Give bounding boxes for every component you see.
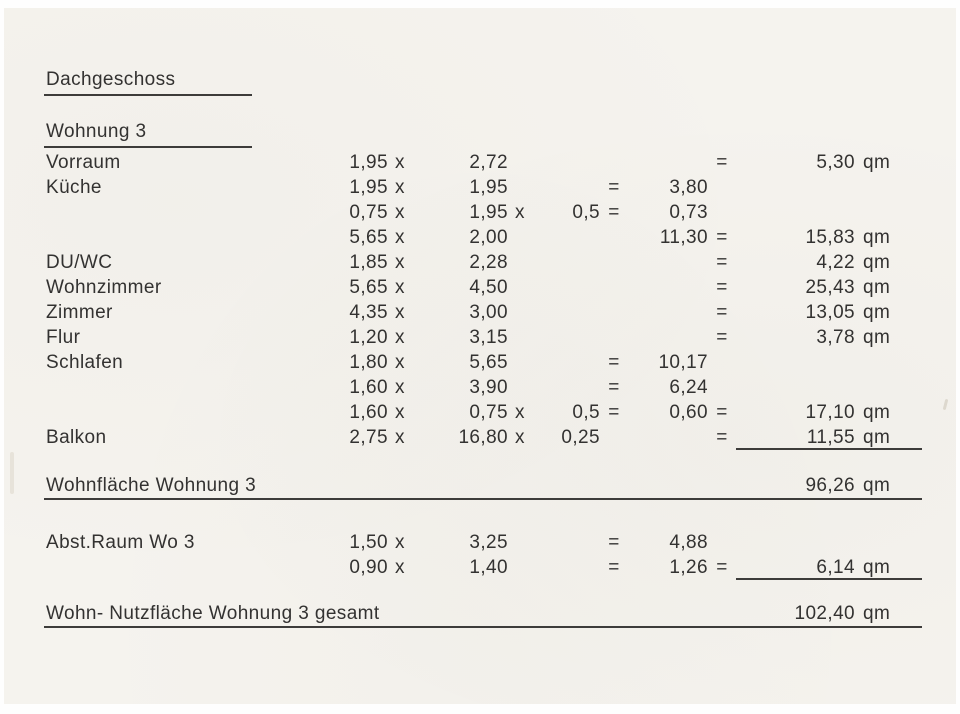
room-label	[44, 225, 296, 250]
area-unit: qm	[863, 402, 891, 423]
area-unit	[855, 375, 922, 400]
multiply-sign	[508, 375, 534, 400]
room-label: Zimmer	[46, 302, 113, 323]
area-unit: qm	[863, 557, 891, 578]
dimension-b: 0,75	[469, 402, 508, 423]
area-unit: qm	[863, 427, 891, 448]
area-value	[736, 350, 855, 375]
dimension-b: 3,90	[469, 377, 508, 398]
dimension-a: 1,80	[349, 352, 388, 373]
room-label: Wohnzimmer	[46, 277, 162, 298]
area-result	[736, 150, 922, 175]
area-value: 11,55	[806, 427, 855, 448]
calc-row	[44, 150, 922, 175]
total-unit: qm	[863, 603, 891, 624]
area-result	[736, 225, 922, 250]
dimension-a: 1,20	[349, 327, 388, 348]
equals-sign	[600, 150, 628, 175]
area-result	[736, 300, 922, 325]
dimension-b: 16,80	[458, 427, 508, 448]
area-value	[736, 375, 855, 400]
area-unit: qm	[863, 327, 891, 348]
subtotal-result	[736, 473, 922, 498]
dimension-b: 5,65	[469, 352, 508, 373]
equals-sign: =	[716, 152, 728, 173]
equals-sign: =	[608, 532, 620, 553]
area-value: 13,05	[805, 302, 855, 323]
subtotal-row	[44, 472, 922, 500]
factor	[534, 250, 600, 275]
factor	[534, 325, 600, 350]
room-label	[44, 555, 296, 580]
intermediate-value	[628, 300, 708, 325]
multiply-sign: x	[395, 252, 405, 273]
dimension-b: 2,00	[469, 227, 508, 248]
calc-row	[44, 325, 922, 350]
area-value: 6,14	[816, 557, 855, 578]
intermediate-value: 0,60	[669, 402, 708, 423]
factor: 0,5	[572, 202, 600, 223]
calc-row	[44, 200, 922, 225]
multiply-sign	[508, 175, 534, 200]
equals-sign: =	[608, 377, 620, 398]
multiply-sign: x	[395, 352, 405, 373]
area-unit	[855, 175, 922, 200]
area-value	[736, 200, 855, 225]
equals-sign	[708, 530, 736, 555]
equals-sign: =	[608, 202, 620, 223]
intermediate-value	[628, 250, 708, 275]
multiply-sign: x	[515, 202, 525, 223]
dimension-a: 0,90	[349, 557, 388, 578]
multiply-sign: x	[395, 302, 405, 323]
dimension-a: 1,50	[349, 532, 388, 553]
equals-sign	[600, 300, 628, 325]
calc-row	[44, 375, 922, 400]
multiply-sign: x	[395, 402, 405, 423]
area-value	[736, 530, 855, 555]
equals-sign	[708, 375, 736, 400]
area-value: 17,10	[805, 402, 855, 423]
factor	[534, 150, 600, 175]
dimension-a: 1,85	[349, 252, 388, 273]
dimension-b: 2,72	[469, 152, 508, 173]
dimension-a: 1,95	[349, 177, 388, 198]
multiply-sign: x	[395, 227, 405, 248]
equals-sign	[600, 225, 628, 250]
area-result	[736, 375, 922, 400]
calc-row	[44, 225, 922, 250]
intermediate-value: 6,24	[669, 377, 708, 398]
area-result	[736, 350, 922, 375]
dimension-a: 2,75	[349, 427, 388, 448]
area-result	[736, 400, 922, 425]
calc-row	[44, 530, 922, 555]
area-value: 5,30	[816, 152, 855, 173]
multiply-sign: x	[515, 402, 525, 423]
room-label: Abst.Raum Wo 3	[46, 532, 195, 553]
intermediate-value: 3,80	[669, 177, 708, 198]
area-unit	[855, 200, 922, 225]
multiply-sign	[508, 150, 534, 175]
equals-sign: =	[716, 227, 728, 248]
area-result	[736, 530, 922, 555]
area-value: 4,22	[816, 252, 855, 273]
area-result	[736, 275, 922, 300]
area-value	[736, 175, 855, 200]
total-row	[44, 600, 922, 628]
subtotal-label: Wohnfläche Wohnung 3	[46, 475, 257, 496]
equals-sign: =	[716, 302, 728, 323]
calc-row	[44, 175, 922, 200]
dimension-a: 4,35	[349, 302, 388, 323]
multiply-sign: x	[395, 532, 405, 553]
dimension-b: 3,25	[469, 532, 508, 553]
area-value: 25,43	[805, 277, 855, 298]
area-result	[736, 425, 922, 450]
multiply-sign: x	[395, 177, 405, 198]
dimension-a: 1,95	[349, 152, 388, 173]
equals-sign	[600, 250, 628, 275]
room-label: Küche	[46, 177, 102, 198]
equals-sign: =	[716, 557, 728, 578]
multiply-sign	[508, 250, 534, 275]
factor	[534, 350, 600, 375]
room-calculation-table	[44, 150, 922, 450]
area-value: 3,78	[816, 327, 855, 348]
intermediate-value	[628, 275, 708, 300]
equals-sign	[600, 325, 628, 350]
factor	[534, 225, 600, 250]
multiply-sign: x	[395, 327, 405, 348]
equals-sign	[708, 200, 736, 225]
dimension-a: 1,60	[349, 377, 388, 398]
room-label: Flur	[46, 327, 81, 348]
area-unit	[855, 350, 922, 375]
calc-row	[44, 250, 922, 275]
room-label	[44, 375, 296, 400]
multiply-sign: x	[395, 427, 405, 448]
room-label	[44, 400, 296, 425]
total-result	[736, 601, 922, 626]
factor	[534, 375, 600, 400]
calc-row	[44, 425, 922, 450]
factor: 0,25	[561, 427, 600, 448]
area-unit: qm	[863, 277, 891, 298]
apartment-heading: Wohnung 3	[44, 120, 252, 148]
dimension-b: 4,50	[469, 277, 508, 298]
multiply-sign	[508, 350, 534, 375]
dimension-b: 2,28	[469, 252, 508, 273]
intermediate-value	[628, 325, 708, 350]
equals-sign: =	[716, 327, 728, 348]
storage-calculation-table	[44, 530, 922, 580]
multiply-sign	[508, 275, 534, 300]
equals-sign	[600, 275, 628, 300]
total-value: 102,40	[794, 603, 855, 624]
equals-sign: =	[608, 352, 620, 373]
multiply-sign: x	[395, 377, 405, 398]
area-result	[736, 200, 922, 225]
calc-row	[44, 350, 922, 375]
equals-sign	[708, 175, 736, 200]
intermediate-value: 0,73	[669, 202, 708, 223]
dimension-a: 1,60	[349, 402, 388, 423]
multiply-sign	[508, 300, 534, 325]
dimension-a: 5,65	[349, 227, 388, 248]
total-label: Wohn- Nutzfläche Wohnung 3 gesamt	[46, 603, 380, 624]
dimension-b: 1,95	[469, 202, 508, 223]
area-unit	[855, 530, 922, 555]
intermediate-value: 10,17	[658, 352, 708, 373]
equals-sign: =	[608, 557, 620, 578]
room-label: Vorraum	[46, 152, 121, 173]
dimension-b: 3,15	[469, 327, 508, 348]
equals-sign: =	[716, 277, 728, 298]
intermediate-value: 4,88	[669, 532, 708, 553]
factor	[534, 275, 600, 300]
room-label: Schlafen	[46, 352, 124, 373]
multiply-sign: x	[395, 202, 405, 223]
equals-sign: =	[716, 252, 728, 273]
room-label: DU/WC	[46, 252, 113, 273]
dimension-b: 1,95	[469, 177, 508, 198]
multiply-sign: x	[395, 152, 405, 173]
calc-row	[44, 275, 922, 300]
area-result	[736, 175, 922, 200]
multiply-sign: x	[395, 277, 405, 298]
area-unit: qm	[863, 152, 891, 173]
subtotal-unit: qm	[863, 475, 891, 496]
factor	[534, 555, 600, 580]
intermediate-value	[628, 425, 708, 450]
multiply-sign: x	[395, 557, 405, 578]
factor: 0,5	[572, 402, 600, 423]
equals-sign: =	[608, 402, 620, 423]
multiply-sign	[508, 530, 534, 555]
subtotal-value: 96,26	[805, 475, 855, 496]
calc-row	[44, 400, 922, 425]
room-label	[44, 200, 296, 225]
multiply-sign	[508, 325, 534, 350]
dimension-b: 1,40	[469, 557, 508, 578]
dimension-b: 3,00	[469, 302, 508, 323]
room-label: Balkon	[46, 427, 107, 448]
equals-sign	[600, 425, 628, 450]
calc-row	[44, 300, 922, 325]
area-unit: qm	[863, 302, 891, 323]
equals-sign: =	[716, 427, 728, 448]
multiply-sign	[508, 225, 534, 250]
equals-sign: =	[716, 402, 728, 423]
factor	[534, 300, 600, 325]
area-result	[736, 250, 922, 275]
intermediate-value: 1,26	[669, 557, 708, 578]
dimension-a: 5,65	[349, 277, 388, 298]
area-unit: qm	[863, 252, 891, 273]
multiply-sign: x	[515, 427, 525, 448]
floor-heading: Dachgeschoss	[44, 68, 252, 96]
equals-sign: =	[608, 177, 620, 198]
equals-sign	[708, 350, 736, 375]
intermediate-value	[628, 150, 708, 175]
dimension-a: 0,75	[349, 202, 388, 223]
area-value: 15,83	[805, 227, 855, 248]
area-result	[736, 555, 922, 580]
area-unit: qm	[863, 227, 891, 248]
multiply-sign	[508, 555, 534, 580]
factor	[534, 175, 600, 200]
factor	[534, 530, 600, 555]
calc-row	[44, 555, 922, 580]
intermediate-value: 11,30	[659, 227, 708, 248]
area-result	[736, 325, 922, 350]
